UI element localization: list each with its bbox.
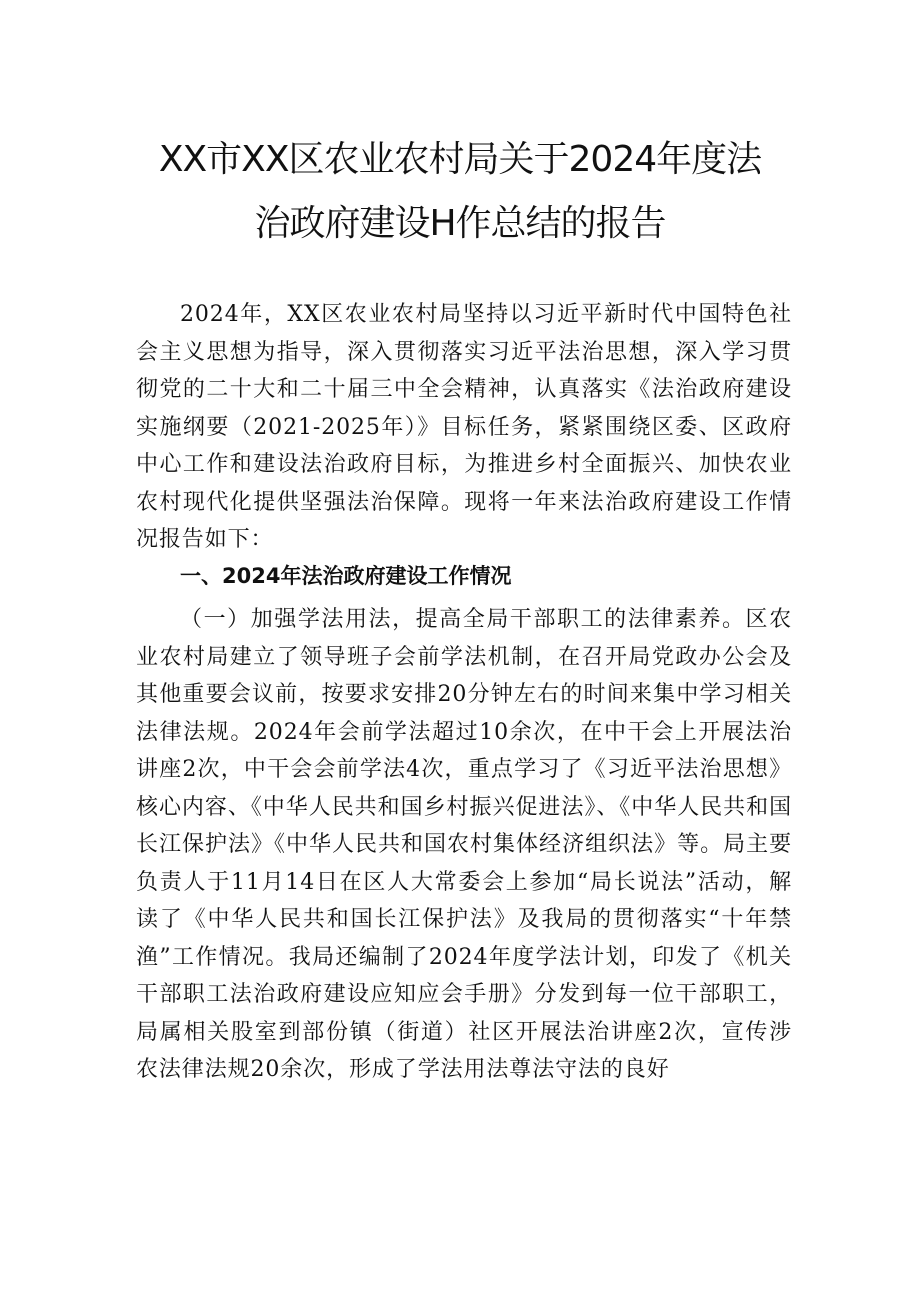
subsection-paragraph: （一）加强学法用法，提高全局干部职工的法律素养。区农业农村局建立了领导班子会前学法机制，在召开局党政办公会及其他重要会议前，按要求安排20分钟左右的时间来集中学习相关法律法规。2024年会前学法超过10余次，在中干会上开展法治讲座2次，中干会会前学法4次，重点学习了《习近平法治思想》核心内容、《中华人民共和国乡村振兴促进法》、《中华人民共和国长江保护法》《中华人民共和国农村集体经济组织法》等。局主要负责人于11月14日在区人大常委会上参加“局长说法”活动，解读了《中华人民共和国长江保护法》及我局的贯彻落实“十年禁渔”工作情况。我局还编制了2024年度学法计划，印发了《机关干部职工法治政府建设应知应会手册》分发到每一位干部职工，局属相关股室到部份镇（街道）社区开展法治讲座2次，宣传涉农法律法规20余次，形成了学法用法尊法守法的良好 bbox=[136, 607, 792, 1082]
section-heading: 一、2024年法治政府建设工作情况 bbox=[180, 564, 512, 588]
document-title-line-2: 治政府建设H作总结的报告 bbox=[254, 203, 666, 244]
intro-paragraph: 2024年，XX区农业农村局坚持以习近平新时代中国特色社会主义思想为指导，深入贯彻落实习近平法治思想，深入学习贯彻党的二十大和二十届三中全会精神，认真落实《法治政府建设实施纲要（2021-2025年）》目标任务，紧紧围绕区委、区政府中心工作和建设法治政府目标，为推进乡村全面振兴、加快农业农村现代化提供坚强法治保障。现将一年来法治政府建设工作情况报告如下： bbox=[136, 302, 792, 552]
document-title-line-1: XX市XX区农业农村局关于2024年度法 bbox=[158, 139, 762, 180]
